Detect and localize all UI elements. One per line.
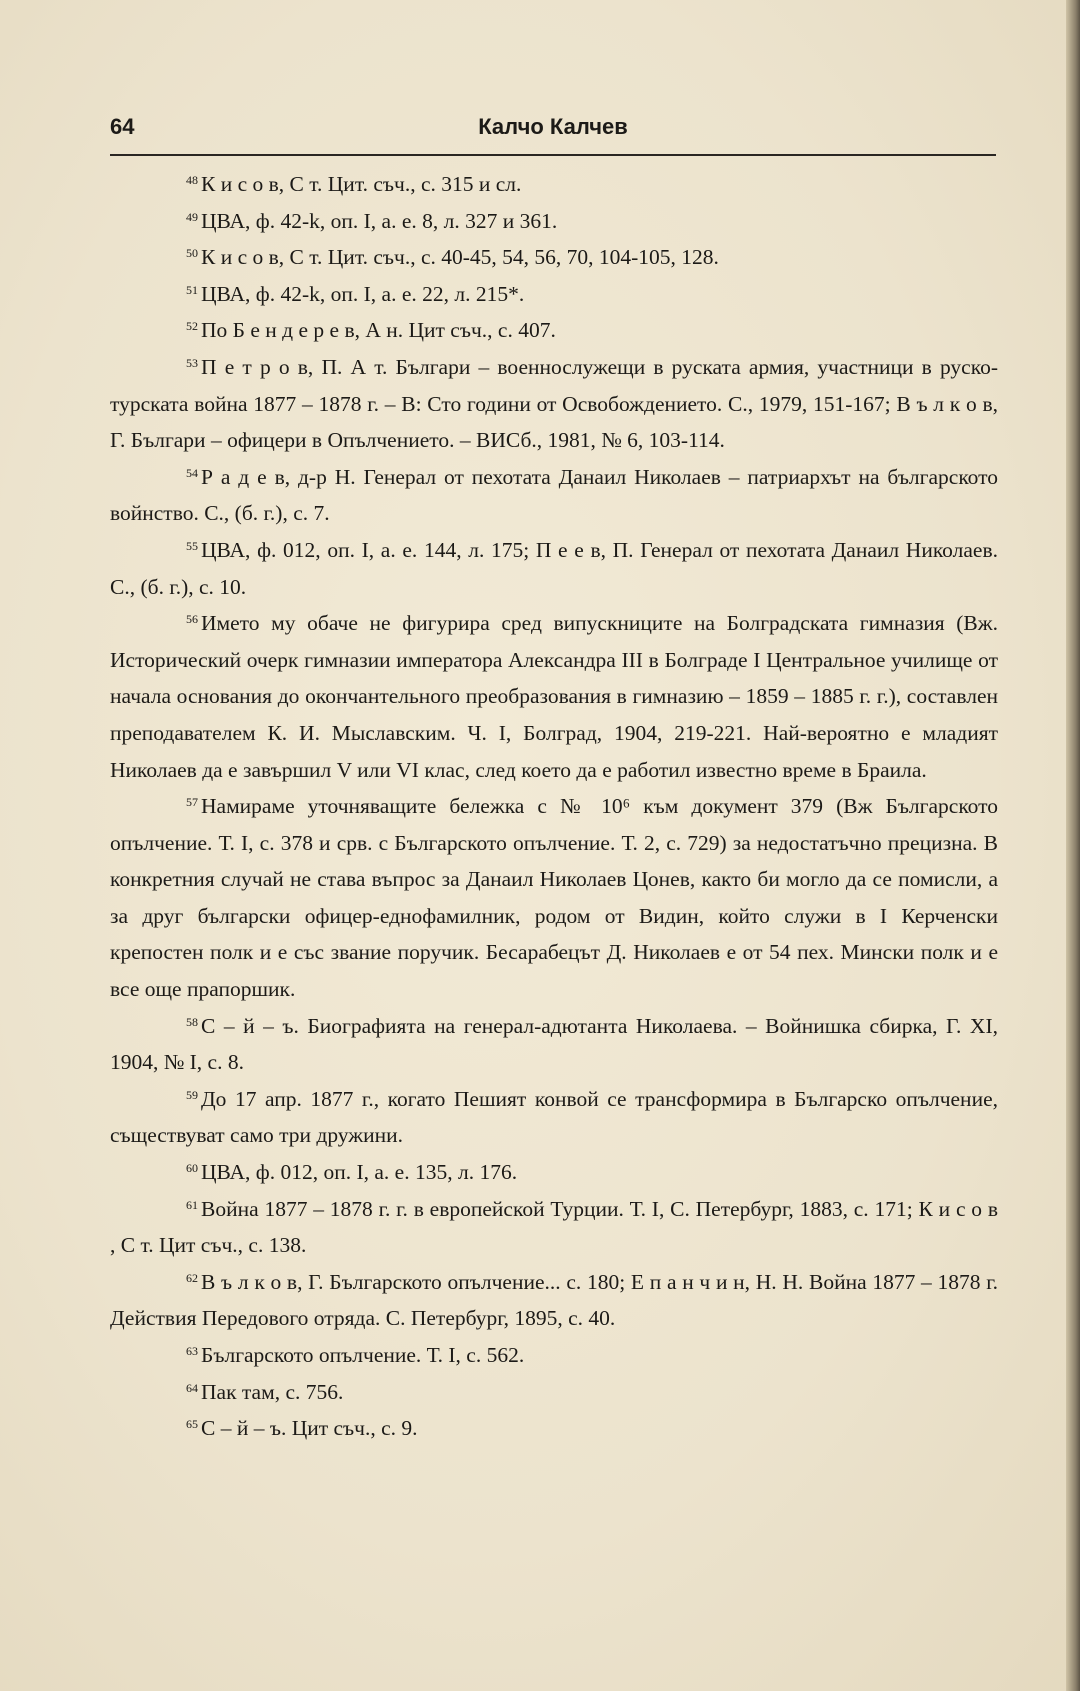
footnote-number: 53 (186, 355, 198, 370)
footnote-text: Пак там, с. 756. (201, 1379, 344, 1404)
footnote-number: 58 (186, 1014, 198, 1029)
footnote-text: Р а д е в, д-р Н. Генерал от пехотата Данаил Николаев – патриархът на българското войнство. С., (б. г.), с. 7. (110, 464, 998, 526)
footnote-number: 60 (186, 1161, 198, 1176)
footnote (110, 276, 998, 313)
footnote-text: ЦВА, ф. 012, оп. I, а. е. 135, л. 176. (201, 1160, 518, 1185)
footnote-text: С – й – ъ. Биографията на генерал-адютанта Николаева. – Войнишка сбирка, Г. XI, 1904, № I, с. 8. (110, 1013, 998, 1075)
footnote-text: К и с о в, С т. Цит. съч., с. 315 и сл. (201, 172, 522, 196)
footnote (110, 239, 998, 276)
footnote-text: Война 1877 – 1878 г. г. в европейской Турции. Т. I, С. Петербург, 1883, с. 171; К и с о в , С т. Цит съч., с. 138. (110, 1196, 998, 1258)
footnote-number: 52 (186, 319, 198, 334)
page-number: 64 (110, 114, 135, 139)
footnote-text: ЦВА, ф. 42-k, оп. I, а. е. 8, л. 327 и 361. (201, 208, 558, 233)
page-edge-shadow (1066, 0, 1080, 1691)
footnote-number: 61 (186, 1197, 198, 1212)
footnote (110, 788, 998, 1008)
footnote (110, 1191, 998, 1264)
footnote-text: В ъ л к о в, Г. Българското опълчение... с. 180; Е п а н ч и н, Н. Н. Война 1877 – 1878 г. Действия Передового отряда. С. Петербург, 1895, с. 40. (110, 1269, 998, 1331)
footnote (110, 532, 998, 605)
running-title: Калчо Калчев (478, 114, 628, 139)
footnote-number: 51 (186, 282, 198, 297)
footnote-number: 62 (186, 1270, 198, 1285)
footnote (110, 1264, 998, 1337)
footnote (110, 203, 998, 240)
header-rule (110, 154, 996, 156)
footnote-number: 54 (186, 465, 198, 480)
footnote-number: 64 (186, 1380, 198, 1395)
footnote (110, 459, 998, 532)
footnote (110, 166, 998, 203)
footnotes-list (110, 166, 998, 1447)
footnote-text: С – й – ъ. Цит съч., с. 9. (201, 1416, 418, 1441)
footnote (110, 349, 998, 459)
footnote-number: 55 (186, 538, 198, 553)
footnote (110, 1081, 998, 1154)
footnote-text: Името му обаче не фигурира сред випускниците на Болградската гимназия (Вж. Исторический очерк гимназии императора Александра III в Болграде I Центральное училище от начала основания до окончантельного преобразования в гимназию – 1859 – 1885 г. г.), составлен преподавателем К. И. Мыславским. Ч. I, Болград, 1904, 219-221. Най-вероятно е младият Николаев да е завършил V или VI клас, след което да е работил известно време в Браила. (110, 611, 998, 782)
footnote-number: 63 (186, 1344, 198, 1358)
footnote (110, 605, 998, 788)
footnote-text: ЦВА, ф. 012, оп. I, а. е. 144, л. 175; П е е в, П. Генерал от пехотата Данаил Николаев. С., (б. г.), с. 10. (110, 537, 998, 599)
footnote-number: 65 (186, 1417, 198, 1432)
footnote (110, 1337, 998, 1374)
footnote (110, 1154, 998, 1191)
footnote-number: 57 (186, 795, 198, 810)
footnote-number: 50 (186, 246, 198, 261)
footnote-text: Намираме уточняващите бележка с № 10⁶ към документ 379 (Вж Българското опълчение. Т. I, с. 378 и срв. с Българското опълчение. Т. 2, с. 729) за недостатъчно прецизна. В конкретния случай не става въпрос за Данаил Николаев Цонев, както би могло да се помисли, а за друг български офицер-еднофамилник, родом от Видин, който служи в I Керченски крепостен полк и е със звание поручик. Бесарабецът Д. Николаев е от 54 пех. Мински полк и е все още прапоршик. (110, 794, 998, 1002)
footnote-number: 56 (186, 612, 198, 627)
footnote-text: К и с о в, С т. Цит. съч., с. 40-45, 54, 56, 70, 104-105, 128. (201, 245, 719, 270)
footnote-number: 48 (186, 173, 198, 187)
footnote-text: ЦВА, ф. 42-k, оп. I, а. е. 22, л. 215*. (201, 281, 525, 306)
footnote-text: По Б е н д е р е в, А н. Цит съч., с. 407. (201, 318, 556, 343)
footnote-number: 59 (186, 1087, 198, 1102)
footnote (110, 312, 998, 349)
footnote-text: Българското опълчение. Т. I, с. 562. (201, 1343, 525, 1367)
footnote-text: До 17 апр. 1877 г., когато Пешият конвой се трансформира в Българско опълчение, съществуват само три дружини. (110, 1086, 998, 1148)
footnote-number: 49 (186, 209, 198, 224)
footnote (110, 1008, 998, 1081)
footnote-text: П е т р о в, П. А т. Българи – военнослужещи в руската армия, участници в руско-турската война 1877 – 1878 г. – В: Сто години от Освобождението. С., 1979, 151-167; В ъ л к о в, Г. Българи – офицери в Опълчението. – ВИСб., 1981, № 6, 103-114. (110, 354, 998, 453)
footnote (110, 1374, 998, 1411)
footnote (110, 1410, 998, 1447)
running-header (110, 114, 996, 144)
